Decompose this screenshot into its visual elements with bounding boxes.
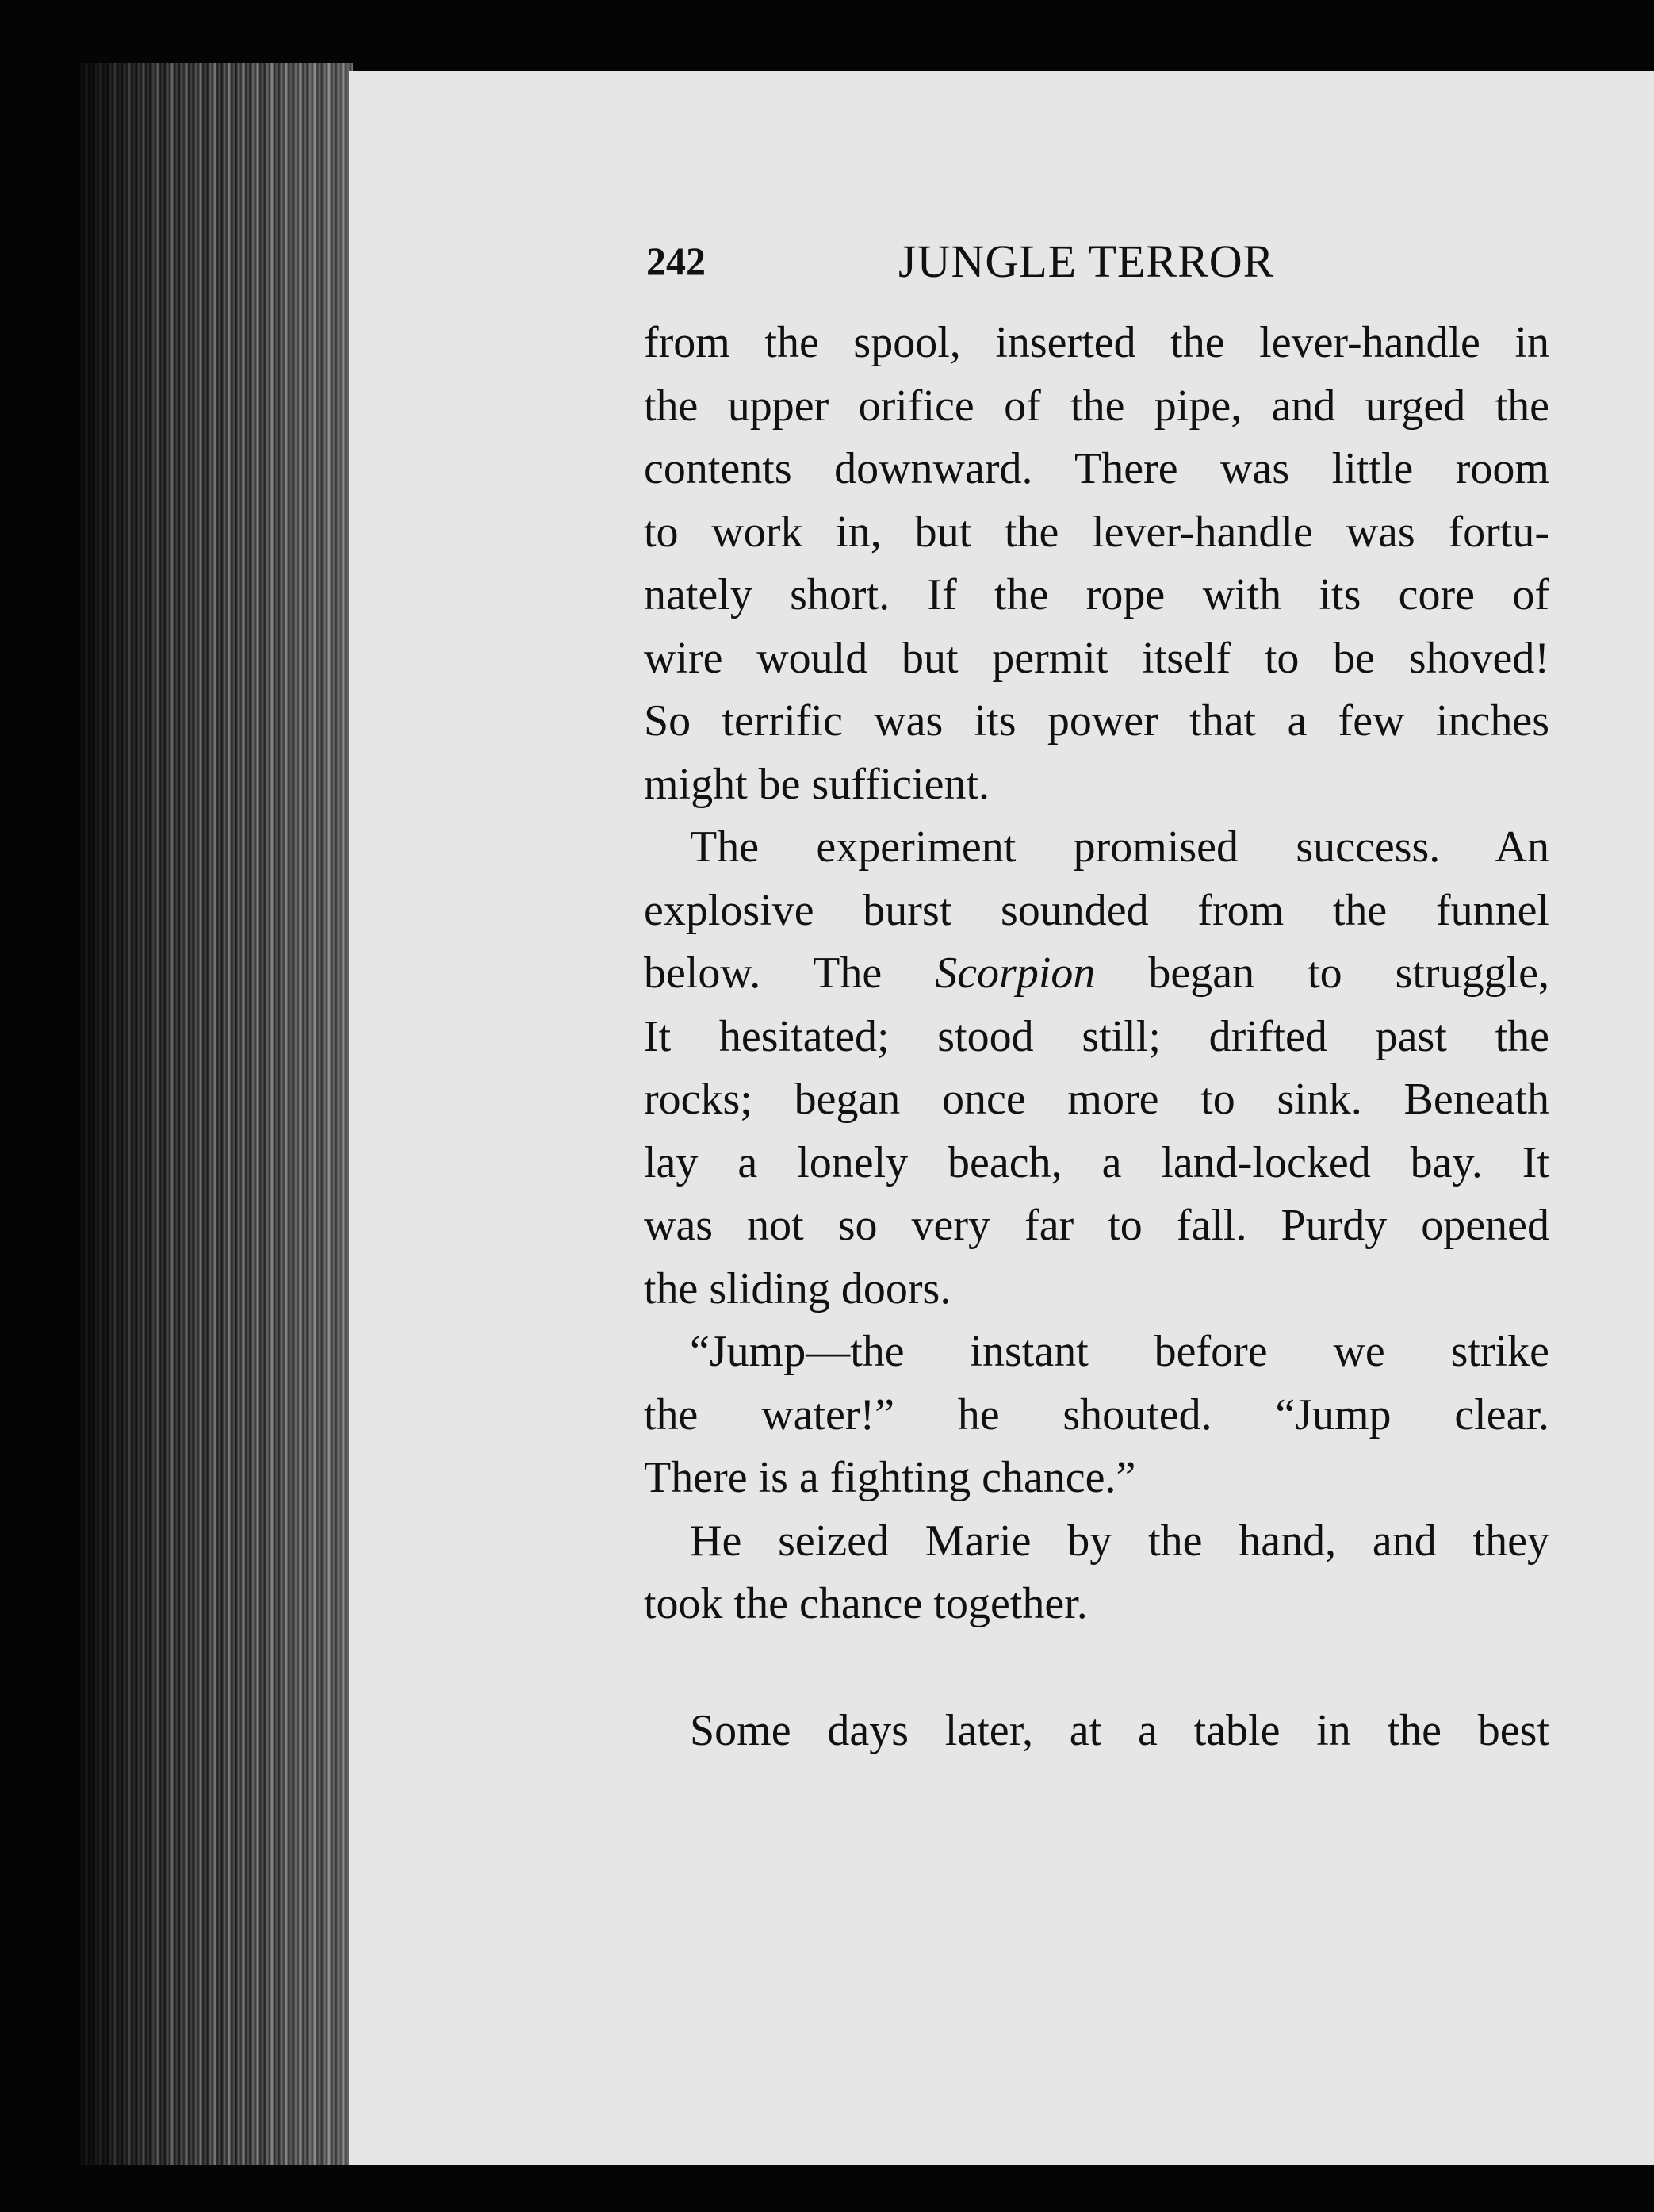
text-line: took the chance together.: [644, 1579, 1088, 1628]
text-line: Some days later, at a table in the best: [690, 1705, 1549, 1755]
text-line: It hesitated; stood still; drifted past the: [644, 1011, 1549, 1061]
text-line: was not so very far to fall. Purdy opened: [644, 1201, 1549, 1250]
italic-title: Scorpion: [935, 949, 1096, 998]
text-line: There is a fighting chance.”: [644, 1453, 1136, 1502]
text-line: lay a lonely beach, a land-locked bay. It: [644, 1137, 1549, 1187]
text-line: The experiment promised success. An: [690, 822, 1549, 872]
paragraph: [644, 1510, 1549, 1636]
text-line: the upper orifice of the pipe, and urged the: [644, 381, 1549, 431]
text-line: rocks; began once more to sink. Beneath: [644, 1075, 1549, 1124]
text-line: to work in, but the lever-handle was fortu-: [644, 507, 1549, 557]
paragraph: [644, 1700, 1549, 1763]
body-text: [644, 312, 1549, 1762]
running-head: [646, 238, 1550, 293]
text-line: the sliding doors.: [644, 1263, 951, 1313]
text-line: from the spool, inserted the lever-handle in: [644, 318, 1549, 367]
text-line: “Jump—the instant before we strike: [690, 1327, 1549, 1376]
text-line: wire would but permit itself to be shoved!: [644, 633, 1549, 683]
section-break: [644, 1636, 1549, 1700]
text-line: the water!” he shouted. “Jump clear.: [644, 1390, 1549, 1440]
paragraph: [644, 1321, 1549, 1510]
paragraph: [644, 816, 1549, 1321]
text-line: So terrific was its power that a few inches: [644, 696, 1549, 746]
text-line: nately short. If the rope with its core of: [644, 570, 1549, 619]
text-line: contents downward. There was little room: [644, 444, 1549, 493]
page-number: 242: [646, 239, 706, 283]
text-line: might be sufficient.: [644, 759, 990, 809]
paragraph: [644, 312, 1549, 816]
text-line: explosive burst sounded from the funnel: [644, 885, 1549, 935]
text-line: He seized Marie by the hand, and they: [690, 1516, 1549, 1566]
page-edges: [79, 63, 353, 2165]
book-title: JUNGLE TERROR: [898, 236, 1275, 287]
text-line: below. The Scorpion began to struggle,: [644, 949, 1549, 998]
